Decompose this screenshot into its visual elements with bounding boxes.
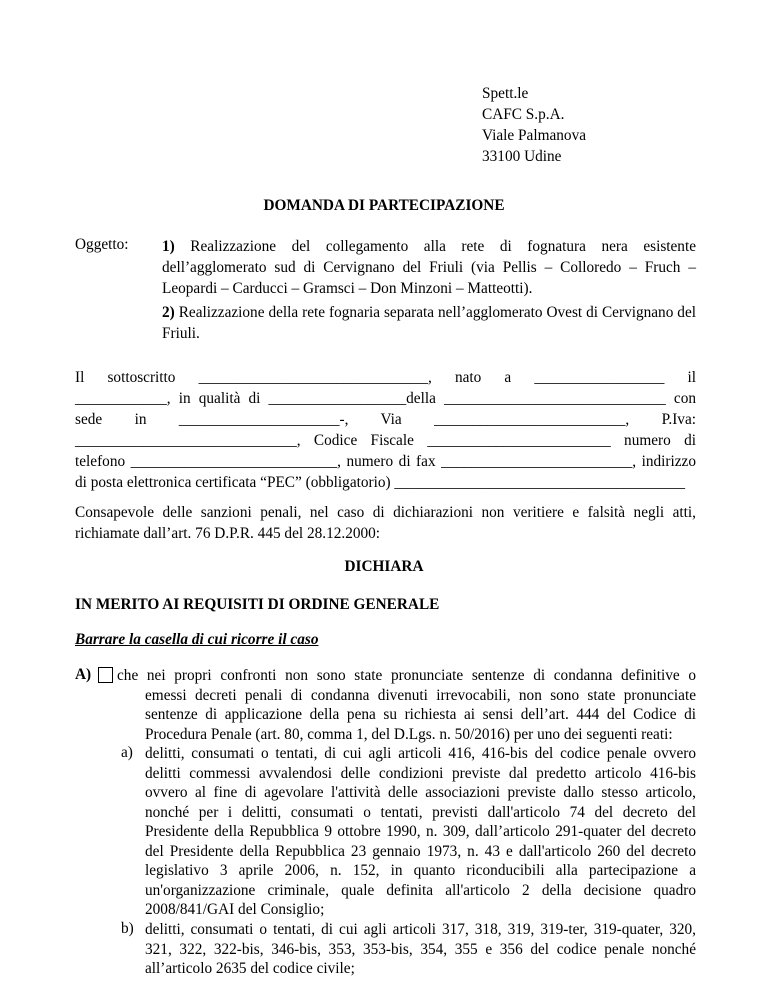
oggetto-item-2 [162,302,696,344]
recipient-line: Spett.le [482,85,529,102]
sub-a-line: del Presidente della Repubblica 23 gennaio 1973, n. 43 e dall'articolo 260 del decreto [145,842,696,860]
oggetto-item-1 [162,236,696,299]
consapevole-line: richiamate dall’art. 76 D.P.R. 445 del 28.12.2000: [75,525,381,542]
item-a-line: che nei propri confronti non sono state pronunciate sentenze di condanna definitive o [117,667,696,684]
recipient-street: Viale Palmanova [482,127,587,144]
form-line: di posta elettronica certificata “PEC” (obbligatorio) ______________________________________ [75,474,686,491]
oggetto-item-1-number: 1) [162,238,175,255]
form-line: ____________, in qualità di __________________della _____________________________ con [75,390,696,407]
recipient-address [482,83,586,167]
sub-b-line: 321, 322, 322-bis, 346-bis, 353, 353-bis, 354, 355 e 356 del codice penale nonché [145,940,696,958]
sub-b-text [145,920,696,979]
sub-b-label: b) [121,920,134,937]
sub-b-line: all’articolo 2635 del codice civile; [145,960,355,977]
item-a-continuation [145,686,696,745]
recipient-company: CAFC S.p.A. [482,106,565,123]
recipient-city: 33100 Udine [482,148,562,165]
item-a-line: Procedura Penale (art. 80, comma 1, del D.Lgs. n. 50/2016) per uno dei seguenti reati: [145,725,673,743]
sub-a-text [145,744,696,920]
oggetto-item-2-number: 2) [162,304,175,321]
barrare-instruction: Barrare la casella di cui ricorre il caso [75,631,319,648]
sub-a-line: legislativo 3 aprile 2006, n. 152, in quanto riconducibili alla partecipazione a [145,862,696,879]
sub-a-line: ovvero al fine di agevolare l'attività delle associazioni previste dallo stesso articolo, [145,784,696,801]
sub-a-line: delitti commessi avvalendosi delle condizioni previste dal predetto articolo 416-bis [145,764,696,782]
item-a-label: A) [75,666,92,683]
sub-a-line: delitti, consumati o tentati, di cui agli articoli 416, 416-bis del codice penale ovvero [145,745,696,762]
item-a-checkbox[interactable] [98,667,113,683]
item-a-line: emessi decreti penali di condanna divenuti irrevocabili, non sono state pronunciate [145,686,696,704]
sub-a-line: 2008/841/GAI del Consiglio; [145,901,325,918]
form-line: Il sottoscritto ______________________________, nato a _________________ il [75,369,696,386]
item-a-text [117,666,696,686]
sub-a-label: a) [121,744,133,761]
consapevole-paragraph [75,502,696,544]
oggetto-item-1-text: Realizzazione del collegamento alla rete di fognatura nera esistente dell’agglomerato sud di Cervignano del Friuli (via Pellis – Colloredo – Fruch – Leopardi – Carducci – Gramsci – Don Minzoni – Matteotti). [162,238,696,297]
oggetto-label: Oggetto: [75,236,129,253]
form-line: _____________________________, Codice Fiscale ________________________ numero di [75,432,696,449]
sub-b-line: delitti, consumati o tentati, di cui agli articoli 317, 318, 319, 319-ter, 319-quater, 320, [145,921,696,938]
sub-a-line: nonché per i delitti, consumati o tentati, previsti dall'articolo 74 del decreto del [145,803,696,821]
declarant-form [75,367,696,493]
document-title: DOMANDA DI PARTECIPAZIONE [263,197,505,214]
form-line: sede in _____________________-, Via _________________________, P.Iva: [75,411,696,428]
item-a-line: sentenze di applicazione della pena su richiesta ai sensi dell’art. 444 del Codice di [145,706,696,723]
oggetto-item-2-text: Realizzazione della rete fognaria separata nell’agglomerato Ovest di Cervignano del Friuli. [162,304,696,342]
dichiara-heading: DICHIARA [344,558,424,575]
section-heading: IN MERITO AI REQUISITI DI ORDINE GENERALE [75,596,440,613]
consapevole-line: Consapevole delle sanzioni penali, nel caso di dichiarazioni non veritiere e falsità negli atti, [75,504,696,521]
sub-a-line: Presidente della Repubblica 9 ottobre 1990, n. 309, dall’articolo 291-quater del decreto [145,823,696,840]
sub-a-line: un'organizzazione criminale, quale definita all'articolo 2 della decisione quadro [145,881,696,899]
form-line: telefono ___________________________, numero di fax _________________________, indirizzo [75,453,696,470]
